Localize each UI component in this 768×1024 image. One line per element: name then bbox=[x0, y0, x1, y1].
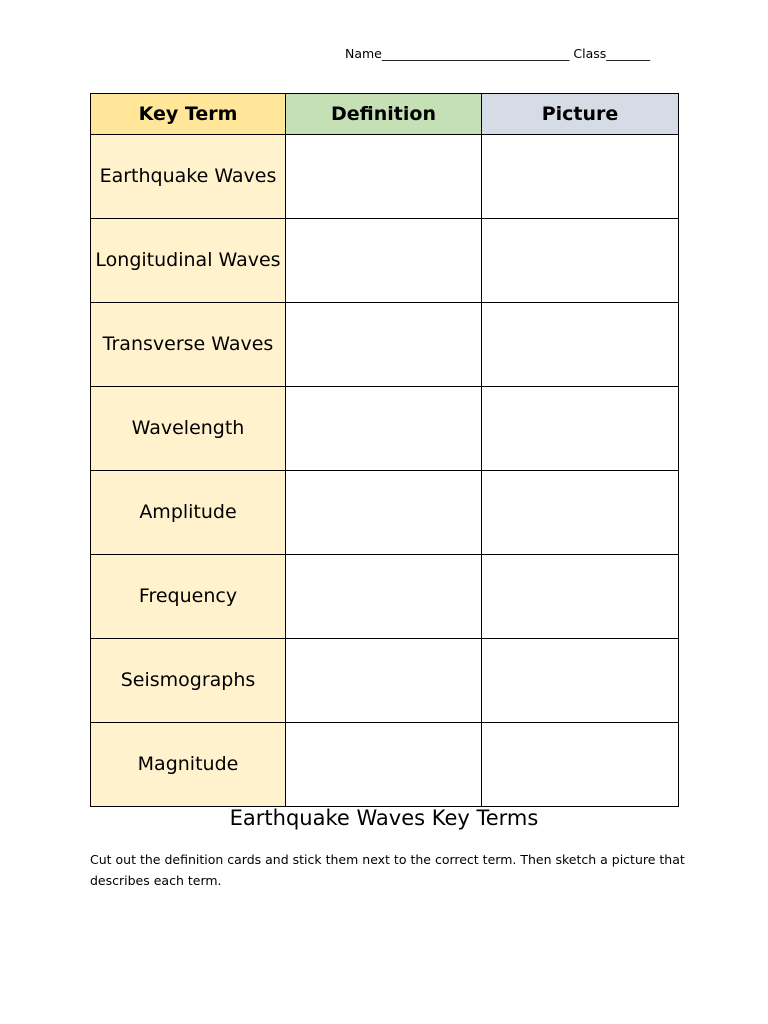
definition-cell[interactable] bbox=[286, 471, 482, 555]
term-cell: Transverse Waves bbox=[91, 303, 286, 387]
header-definition: Definition bbox=[286, 94, 482, 135]
table-row bbox=[91, 387, 679, 471]
table-row bbox=[91, 555, 679, 639]
picture-cell[interactable] bbox=[482, 387, 679, 471]
key-terms-table bbox=[90, 93, 679, 807]
term-cell: Wavelength bbox=[91, 387, 286, 471]
table-row bbox=[91, 303, 679, 387]
term-cell: Frequency bbox=[91, 555, 286, 639]
table-row bbox=[91, 219, 679, 303]
picture-cell[interactable] bbox=[482, 471, 679, 555]
term-cell: Earthquake Waves bbox=[91, 135, 286, 219]
class-blank[interactable]: _______ bbox=[606, 46, 651, 61]
definition-cell[interactable] bbox=[286, 303, 482, 387]
picture-cell[interactable] bbox=[482, 555, 679, 639]
class-label: Class bbox=[573, 46, 607, 61]
picture-cell[interactable] bbox=[482, 303, 679, 387]
definition-cell[interactable] bbox=[286, 135, 482, 219]
table-row bbox=[91, 471, 679, 555]
definition-cell[interactable] bbox=[286, 639, 482, 723]
instructions-text: Cut out the definition cards and stick them next to the correct term. Then sketch a picture that describes each term. bbox=[90, 852, 685, 888]
term-cell: Magnitude bbox=[91, 723, 286, 807]
table-header-row bbox=[91, 94, 679, 135]
worksheet-title: Earthquake Waves Key Terms bbox=[229, 806, 539, 830]
table-row bbox=[91, 135, 679, 219]
term-cell: Amplitude bbox=[91, 471, 286, 555]
table-row bbox=[91, 639, 679, 723]
picture-cell[interactable] bbox=[482, 639, 679, 723]
name-label: Name bbox=[345, 46, 382, 61]
name-blank[interactable]: ______________________________ bbox=[381, 46, 570, 61]
definition-cell[interactable] bbox=[286, 219, 482, 303]
picture-cell[interactable] bbox=[482, 135, 679, 219]
picture-cell[interactable] bbox=[482, 219, 679, 303]
picture-cell[interactable] bbox=[482, 723, 679, 807]
table-row bbox=[91, 723, 679, 807]
definition-cell[interactable] bbox=[286, 387, 482, 471]
definition-cell[interactable] bbox=[286, 723, 482, 807]
header-key-term: Key Term bbox=[91, 94, 286, 135]
term-cell: Seismographs bbox=[91, 639, 286, 723]
header-picture: Picture bbox=[482, 94, 679, 135]
name-class-line bbox=[345, 46, 685, 61]
term-cell: Longitudinal Waves bbox=[91, 219, 286, 303]
definition-cell[interactable] bbox=[286, 555, 482, 639]
